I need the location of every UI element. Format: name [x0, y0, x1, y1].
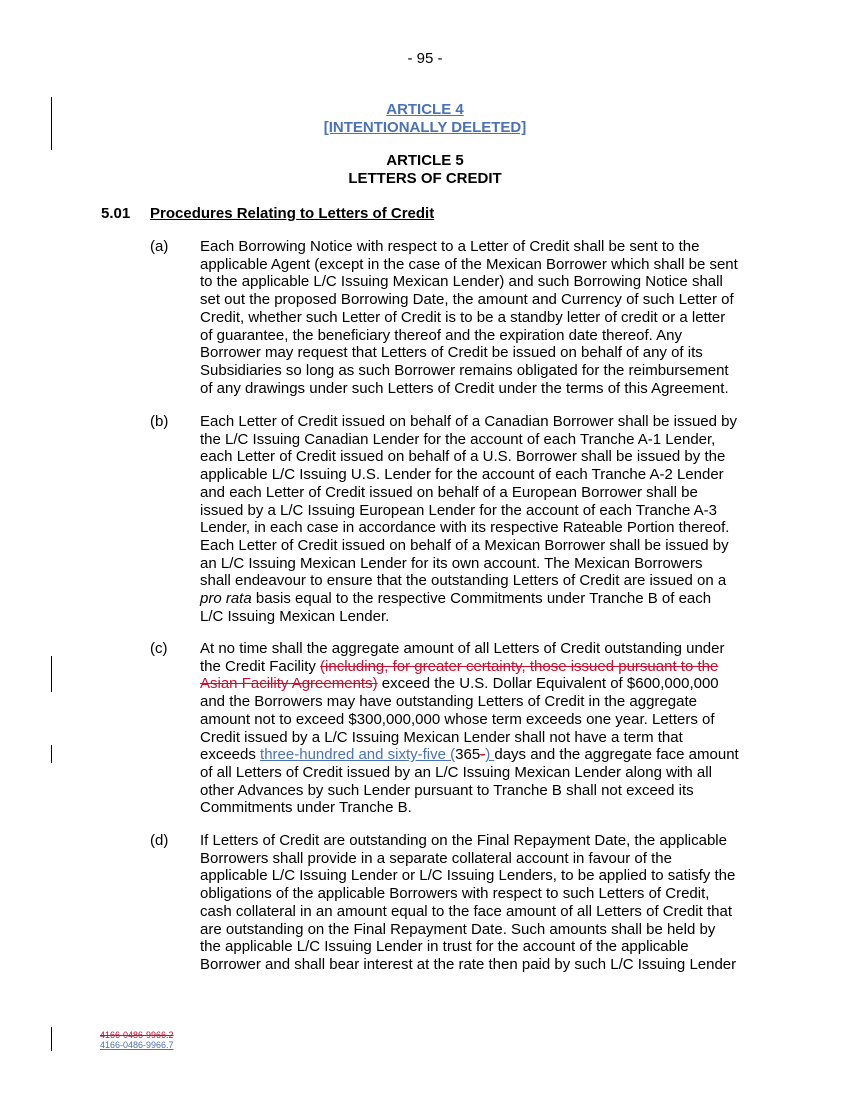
text-line: At no time shall the aggregate amount of all Letters of Credit outstanding under — [200, 640, 725, 657]
article-5-subtitle: LETTERS OF CREDIT — [348, 170, 502, 187]
text-line: the Credit Facility (including, for greater certainty, those issued pursuant to the — [200, 657, 719, 675]
article-5-title: ARTICLE 5 — [386, 152, 464, 169]
change-bar — [51, 1027, 52, 1051]
text-line: and each Letter of Credit issued on behalf of a European Borrower shall be — [200, 483, 698, 501]
text-line: amount not to exceed $300,000,000 whose term exceeds one year. Letters of — [200, 710, 715, 728]
text-line: Subsidiaries so long as such Borrower remains obligated for the reimbursement — [200, 361, 729, 379]
text-line: Credit issued by a L/C Issuing Mexican Lender shall not have a term that — [200, 728, 683, 746]
text-line: are outstanding on the Final Repayment Date. Such amounts shall be held by — [200, 920, 716, 938]
section-number: 5.01 — [101, 205, 131, 222]
doc-id-inserted: 4166-0486-9966.7 — [100, 1040, 174, 1050]
text-line: the L/C Issuing Canadian Lender for the account of each Tranche A-1 Lender, — [200, 430, 716, 448]
text-line: applicable Agent (except in the case of the Mexican Borrower which shall be sent — [200, 255, 738, 273]
page-number: - 95 - — [407, 50, 443, 67]
change-bar — [51, 656, 52, 692]
text-line: Borrower and shall bear interest at the rate then paid by such L/C Issuing Lender — [200, 955, 737, 973]
deleted-text: Asian Facility Agreements) — [200, 675, 378, 693]
text-line: to the applicable L/C Issuing Mexican Lender) and such Borrowing Notice shall — [200, 273, 723, 291]
text-line: issued by a L/C Issuing European Lender for the account of each Tranche A-3 — [200, 501, 717, 519]
text-line: exceeds three-hundred and sixty-five (365-) days and the aggregate face amount — [200, 746, 739, 764]
text-line: Each Borrowing Notice with respect to a Letter of Credit shall be sent to the — [200, 238, 700, 255]
text-line: Commitments under Tranche B. — [200, 799, 412, 817]
text-line: of guarantee, the beneficiary thereof and the expiration date thereof. Any — [200, 326, 682, 344]
doc-id-deleted: 4166-0486-9966.2 — [100, 1030, 174, 1040]
text-line: Borrowers shall provide in a separate collateral account in favour of the — [200, 849, 672, 867]
text-line: Lender, in each case in accordance with its respective Rateable Portion thereof. — [200, 519, 730, 537]
text-line: Each Letter of Credit issued on behalf of a Mexican Borrower shall be issued by — [200, 536, 729, 554]
text-line: If Letters of Credit are outstanding on the Final Repayment Date, the applicable — [200, 832, 727, 849]
para-b-label: (b) — [150, 413, 169, 430]
para-a — [200, 238, 760, 397]
text-line: applicable L/C Issuing Lender or L/C Issuing Lenders, to be applied to satisfy the — [200, 867, 736, 885]
text-line: applicable L/C Issuing U.S. Lender for the account of each Tranche A-2 Lender — [200, 466, 724, 484]
para-d-label: (d) — [150, 832, 169, 849]
para-a-label: (a) — [150, 238, 169, 255]
text-line: set out the proposed Borrowing Date, the amount and Currency of such Letter of — [200, 291, 734, 309]
deleted-text: - — [480, 746, 486, 764]
inserted-text: ) — [485, 746, 495, 764]
text-line: Credit, whether such Letter of Credit is to be a standby letter of credit or a letter — [200, 308, 726, 326]
text-line: other Advances by such Lender pursuant to Tranche B shall not exceed its — [200, 781, 694, 799]
article-4-title: ARTICLE 4 — [386, 101, 464, 118]
para-d — [200, 832, 760, 974]
text-line: each Letter of Credit issued on behalf of a U.S. Borrower shall be issued by the — [200, 448, 726, 466]
text-line: of any drawings under such Letters of Credit under the terms of this Agreement. — [200, 379, 729, 397]
text-line: shall endeavour to ensure that the outstanding Letters of Credit are issued on a — [200, 572, 727, 590]
text-line: pro rata basis equal to the respective Commitments under Tranche B of each — [200, 590, 712, 608]
article-4-subtitle: [INTENTIONALLY DELETED] — [323, 119, 527, 136]
text-line: the applicable L/C Issuing Lender in trust for the account of the applicable — [200, 938, 689, 956]
text-line: Asian Facility Agreements) exceed the U.S. Dollar Equivalent of $600,000,000 — [200, 675, 719, 693]
change-bar — [51, 745, 52, 763]
inserted-text: three-hundred and sixty-five ( — [260, 746, 456, 764]
text-line: Each Letter of Credit issued on behalf of a Canadian Borrower shall be issued by — [200, 413, 737, 430]
para-c — [200, 640, 760, 817]
text-line: and the Borrowers may have outstanding Letters of Credit in the aggregate — [200, 693, 697, 711]
para-b — [200, 413, 760, 625]
text-line: L/C Issuing Mexican Lender. — [200, 607, 390, 625]
text-line: an L/C Issuing Mexican Lender for its own account. The Mexican Borrowers — [200, 554, 703, 572]
text-line: obligations of the applicable Borrowers with respect to such Letters of Credit, — [200, 885, 710, 903]
italic-text: pro rata — [200, 590, 252, 608]
text-line: cash collateral in an amount equal to the face amount of all Letters of Credit that — [200, 902, 732, 920]
para-c-label: (c) — [150, 640, 168, 657]
section-title: Procedures Relating to Letters of Credit — [150, 205, 435, 222]
text-line: Borrower may request that Letters of Credit be issued on behalf of any of its — [200, 344, 703, 362]
deleted-text: (including, for greater certainty, those issued pursuant to the — [320, 657, 719, 675]
text-line: of all Letters of Credit issued by an L/C Issuing Mexican Lender along with all — [200, 763, 712, 781]
